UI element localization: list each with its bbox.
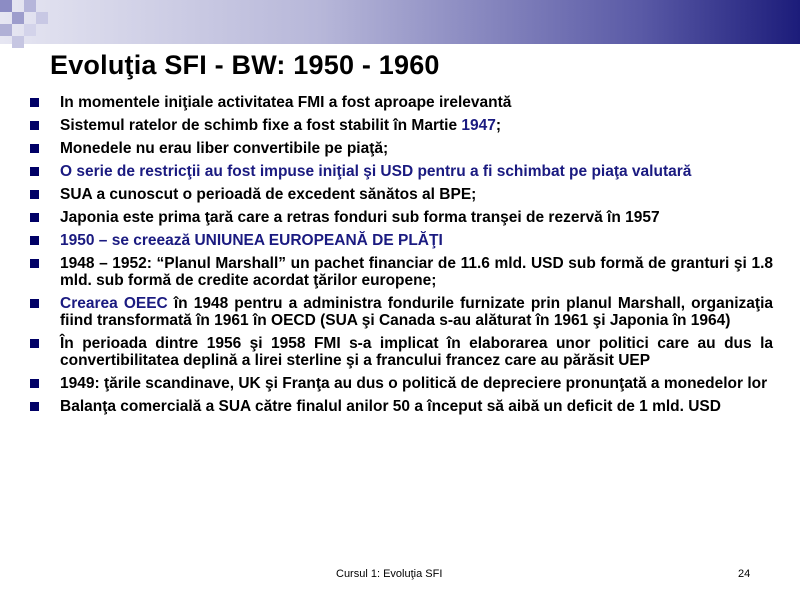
square-bullet-icon (30, 190, 39, 199)
square-bullet-icon (30, 121, 39, 130)
bullet-list (28, 94, 773, 421)
bullet-item: SUA a cunoscut o perioadă de excedent sănătos al BPE; (28, 186, 773, 203)
square-bullet-icon (30, 213, 39, 222)
square-bullet-icon (30, 144, 39, 153)
bullet-item: Balanţa comercială a SUA către finalul anilor 50 a început să aibă un deficit de 1 mld. USD (28, 398, 773, 415)
header-gradient-band (0, 0, 800, 44)
corner-checker-decoration (0, 0, 56, 56)
square-bullet-icon (30, 167, 39, 176)
bullet-item: Sistemul ratelor de schimb fixe a fost stabilit în Martie 1947; (28, 117, 773, 134)
square-bullet-icon (30, 98, 39, 107)
highlighted-year: 1947 (461, 117, 496, 134)
bullet-item: 1949: ţările scandinave, UK şi Franţa au dus o politică de depreciere pronunţată a monedelor lor (28, 375, 773, 392)
bullet-item: Monedele nu erau liber convertibile pe piaţă; (28, 140, 773, 157)
slide-title: Evoluţia SFI - BW: 1950 - 1960 (50, 50, 440, 80)
bullet-item-highlighted: O serie de restricţii au fost impuse iniţial şi USD pentru a fi schimbat pe piaţa valutară (28, 163, 773, 180)
highlighted-lead: Crearea OEEC (60, 295, 168, 312)
square-bullet-icon (30, 379, 39, 388)
square-bullet-icon (30, 402, 39, 411)
footer-course-name: Cursul 1: Evoluţia SFI (336, 568, 443, 580)
bullet-item: Japonia este prima ţară care a retras fonduri sub forma tranşei de rezervă în 1957 (28, 209, 773, 226)
square-bullet-icon (30, 299, 39, 308)
bullet-item: In momentele iniţiale activitatea FMI a fost aproape irelevantă (28, 94, 773, 111)
footer-page-number: 24 (738, 568, 751, 580)
bullet-item: În perioada dintre 1956 şi 1958 FMI s-a implicat în elaborarea unor politici care au dus la convertibilitatea deplină a lirei sterline şi a francului francez care au părăsit UEP (28, 335, 773, 369)
square-bullet-icon (30, 259, 39, 268)
bullet-item: Crearea OEEC în 1948 pentru a administra fondurile furnizate prin planul Marshall, organizaţia fiind transformată în 1961 în OECD (SUA şi Canada s-au alăturat în 1961 şi Japonia în 1964) (28, 295, 773, 329)
square-bullet-icon (30, 339, 39, 348)
bullet-item: 1948 – 1952: “Planul Marshall” un pachet financiar de 11.6 mld. USD sub formă de granturi şi 1.8 mld. sub formă de credite acordat ţărilor europene; (28, 255, 773, 289)
square-bullet-icon (30, 236, 39, 245)
bullet-item-highlighted: 1950 – se creează UNIUNEA EUROPEANĂ DE PLĂŢI (28, 232, 773, 249)
